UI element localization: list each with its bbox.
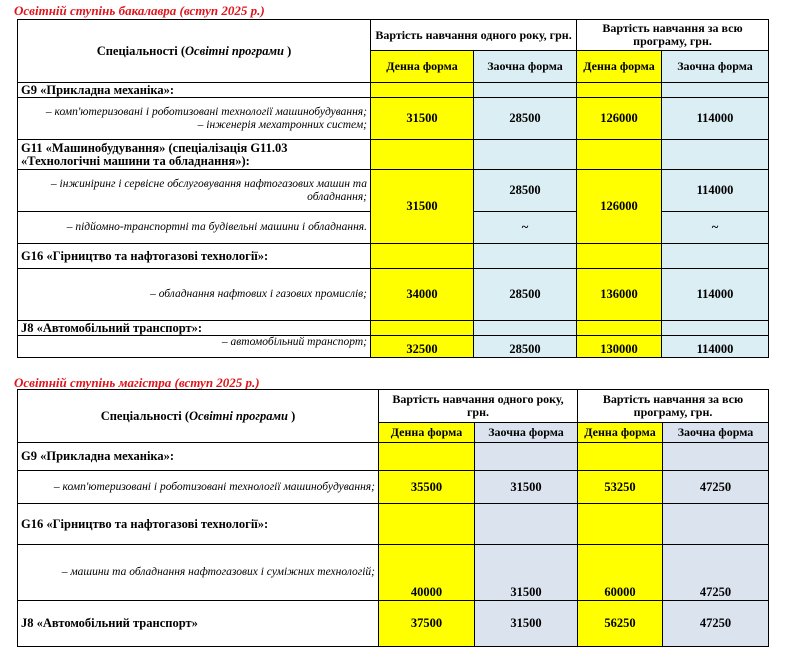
day-form-header: Денна форма [379, 423, 475, 443]
value-cell: 31500 [371, 170, 474, 244]
value-cell: ~ [474, 212, 577, 244]
spec-header: Спеціальності (Освітні програми ) [18, 390, 379, 443]
value-cell: 28500 [474, 98, 577, 140]
value-cell: 31500 [475, 601, 578, 647]
value-cell: 28500 [474, 170, 577, 212]
spec-header: Спеціальності (Освітні програми ) [18, 20, 371, 83]
value-cell: 126000 [577, 98, 662, 140]
value-cell: 60000 [578, 545, 663, 601]
value-cell: 114000 [662, 170, 769, 212]
value-cell: 31500 [475, 545, 578, 601]
bachelor-table [17, 19, 769, 358]
program-j8: – автомобільний транспорт; [18, 336, 371, 358]
group-j8: J8 «Автомобільний транспорт» [18, 601, 379, 647]
master-table [17, 389, 769, 647]
value-cell: 34000 [371, 269, 474, 321]
value-cell: 32500 [371, 336, 474, 358]
group-g16: G16 «Гірництво та нафтогазові технології»: [18, 244, 371, 269]
program-g9: – комп'ютеризовані і роботизовані технології машинобудування; – інженерія мехатронних систем; [18, 98, 371, 140]
value-cell: 47250 [663, 471, 769, 504]
bachelor-title: Освітній ступінь бакалавра (вступ 2025 р.) [14, 3, 265, 18]
group-j8: J8 «Автомобільний транспорт»: [18, 321, 371, 336]
value-cell: 35500 [379, 471, 475, 504]
year-cost-header: Вартість навчання одного року, грн. [379, 390, 578, 423]
value-cell: 31500 [475, 471, 578, 504]
master-title: Освітній ступінь магістра (вступ 2025 р.) [14, 375, 260, 390]
value-cell: 47250 [663, 545, 769, 601]
program-cost-header: Вартість навчання за всю програму, грн. [578, 390, 769, 423]
value-cell: 130000 [577, 336, 662, 358]
extramural-header: Заочна форма [662, 51, 769, 83]
value-cell: 40000 [379, 545, 475, 601]
group-g9: G9 «Прикладна механіка»: [18, 83, 371, 98]
value-cell: 56250 [578, 601, 663, 647]
program-g16: – обладнання нафтових і газових промислів; [18, 269, 371, 321]
value-cell: 28500 [474, 269, 577, 321]
day-form-header: Денна форма [577, 51, 662, 83]
value-cell: 136000 [577, 269, 662, 321]
extramural-header: Заочна форма [663, 423, 769, 443]
extramural-header: Заочна форма [475, 423, 578, 443]
program-cost-header: Вартість навчання за всю програму, грн. [577, 20, 769, 51]
value-cell: 126000 [577, 170, 662, 244]
day-form-header: Денна форма [578, 423, 663, 443]
group-g11: G11 «Машинобудування» (спеціалізація G11.03 «Технологічні машини та обладнання»): [18, 140, 371, 170]
program-g16: – машини та обладнання нафтогазових і суміжних технологій; [18, 545, 379, 601]
year-cost-header: Вартість навчання одного року, грн. [371, 20, 577, 51]
value-cell: 53250 [578, 471, 663, 504]
value-cell: 28500 [474, 336, 577, 358]
group-g9: G9 «Прикладна механіка»: [18, 443, 379, 471]
group-g16: G16 «Гірництво та нафтогазові технології»: [18, 504, 379, 545]
value-cell: 37500 [379, 601, 475, 647]
value-cell: 47250 [663, 601, 769, 647]
day-form-header: Денна форма [371, 51, 474, 83]
program-g11-2: – підйомно-транспортні та будівельні машини і обладнання. [18, 212, 371, 244]
program-g11-1: – інжиніринг і сервісне обслуговування нафтогазових машин та обладнання; [18, 170, 371, 212]
value-cell: 114000 [662, 269, 769, 321]
value-cell: ~ [662, 212, 769, 244]
value-cell: 31500 [371, 98, 474, 140]
program-g9: – комп'ютеризовані і роботизовані технології машинобудування; [18, 471, 379, 504]
value-cell: 114000 [662, 98, 769, 140]
extramural-header: Заочна форма [474, 51, 577, 83]
value-cell: 114000 [662, 336, 769, 358]
